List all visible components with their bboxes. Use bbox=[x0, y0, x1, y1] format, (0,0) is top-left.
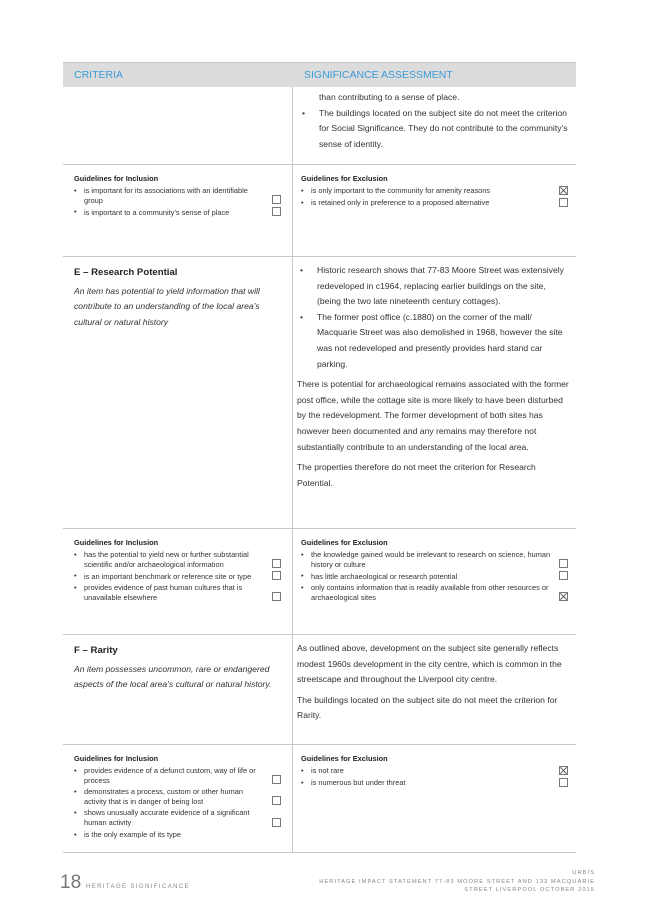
empty-checkbox-icon bbox=[272, 571, 281, 580]
criterion-cell bbox=[63, 257, 293, 528]
guideline-item bbox=[74, 830, 281, 840]
list-item: • Historic research shows that 77-83 Moore Street was extensively redeveloped in c1964, replacing earlier buildings on the site, (being the two late nineteenth century cottages). bbox=[297, 263, 570, 310]
table-row bbox=[63, 635, 576, 745]
footer-document-info bbox=[319, 869, 595, 895]
criteria-header: CRITERIA bbox=[74, 69, 124, 81]
inclusion-heading: Guidelines for Inclusion bbox=[74, 754, 159, 763]
exclusion-list bbox=[301, 186, 568, 208]
guideline-text: • is not rare bbox=[311, 766, 344, 776]
empty-checkbox-icon bbox=[272, 818, 281, 827]
empty-checkbox-icon bbox=[272, 775, 281, 784]
guideline-text: • provides evidence of a defunct custom, way of life or process bbox=[84, 766, 256, 785]
guideline-text: • only contains information that is readily available from other resources or archaeological sites bbox=[311, 583, 549, 602]
list-item: • The buildings located on the subject site do not meet the criterion for Social Significance. They do not contribute to the community’s sense of identity. bbox=[299, 106, 570, 153]
list-item: • The former post office (c.1880) on the corner of the mall/ Macquarie Street was also demolished in 1968, however the site was not redeveloped and presently provides hard stand car parking. bbox=[297, 310, 570, 372]
guideline-item bbox=[301, 571, 568, 581]
guideline-item bbox=[301, 766, 568, 776]
guideline-item bbox=[301, 186, 568, 196]
table-header bbox=[63, 62, 576, 87]
criterion-title: E – Research Potential bbox=[74, 267, 178, 278]
guideline-item bbox=[74, 787, 281, 806]
guideline-text: • demonstrates a process, custom or other human activity that is in danger of being lost bbox=[84, 787, 243, 806]
table-row bbox=[63, 529, 576, 635]
inclusion-guidelines-cell bbox=[63, 529, 293, 634]
checked-checkbox-icon bbox=[559, 592, 568, 601]
assessment-paragraph: The buildings located on the subject site do not meet the criterion for Rarity. bbox=[297, 694, 558, 721]
assessment-bullets bbox=[297, 263, 570, 372]
footer-doc-line-2: STREET LIVERPOOL OCTOBER 2015 bbox=[464, 887, 595, 894]
guideline-item bbox=[74, 207, 281, 217]
exclusion-list bbox=[301, 550, 568, 602]
guideline-item bbox=[74, 550, 281, 569]
footer-doc-line-1: HERITAGE IMPACT STATEMENT 77-83 MOORE STREET AND 133 MACQUARIE bbox=[319, 878, 595, 885]
table-row bbox=[63, 165, 576, 257]
guideline-text: • is only important to the community for amenity reasons bbox=[311, 186, 491, 196]
assessment-paragraph: As outlined above, development on the subject site generally reflects modest 1960s development in the city centre, which is common in the streetscape and throughout the Liverpool city centre. bbox=[297, 643, 562, 685]
guideline-text: • the knowledge gained would be irrelevant to research on science, human history or culture bbox=[311, 550, 551, 569]
table-row bbox=[63, 257, 576, 529]
empty-checkbox-icon bbox=[272, 796, 281, 805]
criterion-title: F – Rarity bbox=[74, 645, 118, 656]
inclusion-list bbox=[74, 186, 281, 217]
exclusion-guidelines-cell bbox=[293, 745, 576, 852]
footer-brand: URBIS bbox=[572, 870, 595, 876]
assessment-paragraph: There is potential for archaeological remains associated with the former post office, while the cottage site is more likely to have been disturbed by the redevelopment. The former development of both sites has however been documented and any remains may therefore not substantially contribute to an understanding of the local area. bbox=[297, 379, 569, 452]
table-body bbox=[63, 87, 576, 853]
guideline-text: • is important for its associations with an identifiable group bbox=[84, 186, 248, 205]
guideline-item bbox=[301, 550, 568, 569]
list-item: than contributing to a sense of place. bbox=[319, 92, 460, 102]
guideline-item bbox=[301, 198, 568, 208]
empty-checkbox-icon bbox=[559, 198, 568, 207]
exclusion-heading: Guidelines for Exclusion bbox=[301, 538, 388, 547]
guideline-text: • is important to a community’s sense of place bbox=[84, 207, 230, 217]
guideline-text: • shows unusually accurate evidence of a significant human activity bbox=[84, 808, 250, 827]
assessment-cell bbox=[293, 87, 576, 164]
inclusion-list bbox=[74, 766, 281, 839]
empty-checkbox-icon bbox=[272, 592, 281, 601]
inclusion-list bbox=[74, 550, 281, 602]
inclusion-heading: Guidelines for Inclusion bbox=[74, 174, 159, 183]
empty-checkbox-icon bbox=[559, 571, 568, 580]
empty-checkbox-icon bbox=[272, 195, 281, 204]
inclusion-heading: Guidelines for Inclusion bbox=[74, 538, 159, 547]
significance-table bbox=[63, 62, 576, 853]
criterion-cell bbox=[63, 635, 293, 744]
guideline-text: • is an important benchmark or reference site or type bbox=[84, 571, 252, 581]
criterion-description: An item possesses uncommon, rare or endangered aspects of the local area’s cultural or natural history. bbox=[74, 664, 272, 690]
inclusion-guidelines-cell bbox=[63, 165, 293, 256]
assessment-header: SIGNIFICANCE ASSESSMENT bbox=[304, 69, 453, 81]
guideline-text: • provides evidence of past human cultures that is unavailable elsewhere bbox=[84, 583, 243, 602]
checked-checkbox-icon bbox=[559, 766, 568, 775]
guideline-item bbox=[74, 186, 281, 205]
guideline-text: • is retained only in preference to a proposed alternative bbox=[311, 198, 490, 208]
criterion-cell bbox=[63, 87, 293, 164]
guideline-text: • is the only example of its type bbox=[84, 829, 181, 839]
guideline-item bbox=[74, 583, 281, 602]
guideline-item bbox=[74, 766, 281, 785]
guideline-item bbox=[301, 778, 568, 788]
page-number: 18 bbox=[60, 872, 82, 893]
guideline-item bbox=[301, 583, 568, 602]
exclusion-heading: Guidelines for Exclusion bbox=[301, 174, 388, 183]
empty-checkbox-icon bbox=[559, 559, 568, 568]
criterion-description: An item has potential to yield information that will contribute to an understanding of the local area’s cultural or natural history bbox=[74, 286, 260, 327]
exclusion-guidelines-cell bbox=[293, 529, 576, 634]
assessment-cell bbox=[293, 635, 576, 744]
table-row bbox=[63, 87, 576, 165]
guideline-text: • has the potential to yield new or further substantial scientific and/or archaeological information bbox=[84, 550, 249, 569]
section-label: HERITAGE SIGNIFICANCE bbox=[86, 884, 190, 890]
guideline-text: • has little archaeological or research potential bbox=[311, 571, 458, 581]
exclusion-guidelines-cell bbox=[293, 165, 576, 256]
assessment-paragraph: The properties therefore do not meet the criterion for Research Potential. bbox=[297, 462, 536, 488]
guideline-item bbox=[74, 571, 281, 581]
empty-checkbox-icon bbox=[272, 559, 281, 568]
empty-checkbox-icon bbox=[272, 207, 281, 216]
assessment-cell bbox=[293, 257, 576, 528]
assessment-bullets bbox=[299, 90, 570, 152]
empty-checkbox-icon bbox=[559, 778, 568, 787]
exclusion-heading: Guidelines for Exclusion bbox=[301, 754, 388, 763]
guideline-text: • is numerous but under threat bbox=[311, 778, 406, 788]
guideline-item bbox=[74, 808, 281, 827]
exclusion-list bbox=[301, 766, 568, 788]
checked-checkbox-icon bbox=[559, 186, 568, 195]
inclusion-guidelines-cell bbox=[63, 745, 293, 852]
table-row bbox=[63, 745, 576, 853]
